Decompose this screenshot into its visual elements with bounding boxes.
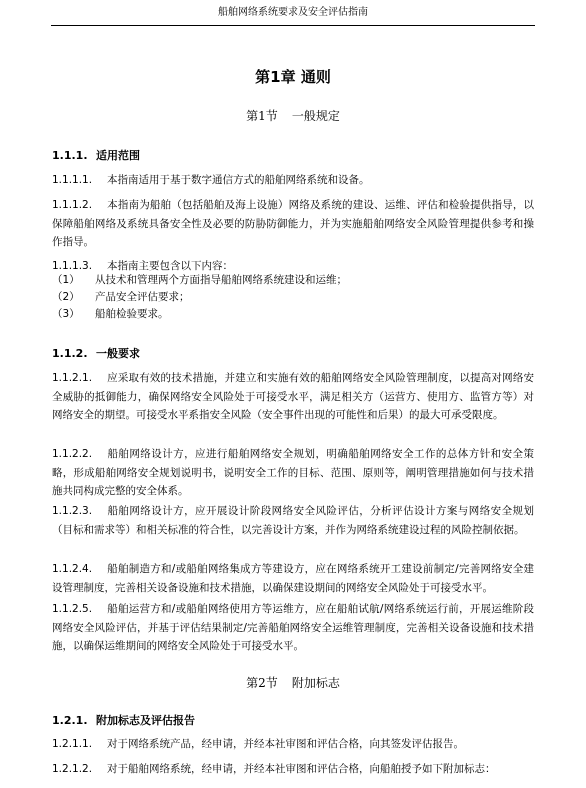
heading-number: 1.1.1. <box>52 149 88 162</box>
paragraph-text: 船舶制造方和/或船舶网络集成方等建设方，应在网络系统开工建设前制定/完善网络安全建设管理制度，完善相关设备设施和技术措施，以确保建设期间的网络安全风险处于可接受水平。 <box>52 563 534 594</box>
paragraph-1-2-1-2 <box>52 760 534 779</box>
section-name: 附加标志 <box>291 676 340 690</box>
list-text: 船舶检验要求。 <box>95 308 169 320</box>
paragraph-1-1-2-4 <box>52 560 534 597</box>
paragraph-number: 1.1.2.4. <box>52 563 93 575</box>
heading-1-2-1 <box>52 713 195 729</box>
heading-1-1-1 <box>52 148 140 164</box>
paragraph-text: 船舶网络设计方，应开展设计阶段网络安全风险评估，分析评估设计方案与网络安全规划（目标和需求等）和相关标准的符合性，以完善设计方案，并作为网络系统建设过程的风险控制依据。 <box>52 505 534 536</box>
header-rule <box>51 25 535 26</box>
paragraph-1-1-2-3 <box>52 502 534 539</box>
section-title-2 <box>0 674 586 692</box>
list-text: 从技术和管理两个方面指导船舶网络系统建设和运维； <box>95 274 347 286</box>
paragraph-text: 船舶运营方和/或船舶网络使用方等运维方，应在船舶试航/网络系统运行前，开展运维阶段网络安全风险评估，并基于评估结果制定/完善船舶网络安全运维管理制度，完善相关设备设施和技术措施，以确保运维期间的网络安全风险处于可接受水平。 <box>52 603 534 652</box>
list-item <box>52 272 534 288</box>
heading-number: 1.2.1. <box>52 714 88 727</box>
paragraph-number: 1.1.2.2. <box>52 448 93 460</box>
list-marker: （1） <box>52 274 80 286</box>
list-marker: （3） <box>52 308 80 320</box>
paragraph-number: 1.1.2.5. <box>52 603 93 615</box>
paragraph-number: 1.1.2.1. <box>52 372 93 384</box>
heading-number: 1.1.2. <box>52 347 88 360</box>
paragraph-1-1-1-1 <box>52 171 534 190</box>
paragraph-text: 对于船舶网络系统，经申请，并经本社审图和评估合格，向船舶授予如下附加标志： <box>107 763 496 775</box>
paragraph-text: 本指南为船舶（包括船舶及海上设施）网络及系统的建设、运维、评估和检验提供指导，以保障船舶网络及系统具备安全性及必要的防胁防御能力，并为实施船舶网络安全风险管理提供参考和操作指导。 <box>52 199 534 248</box>
paragraph-number: 1.1.1.3. <box>52 260 93 272</box>
paragraph-1-1-2-1 <box>52 369 534 425</box>
list-marker: （2） <box>52 291 80 303</box>
paragraph-1-1-1-2 <box>52 196 534 252</box>
running-header: 船舶网络系统要求及安全评估指南 <box>218 7 368 18</box>
list-item <box>52 289 534 305</box>
paragraph-text: 本指南适用于基于数字通信方式的船舶网络系统和设备。 <box>107 174 370 186</box>
paragraph-text: 船舶网络设计方，应进行船舶网络安全规划，明确船舶网络安全工作的总体方针和安全策略，形成船舶网络安全规划说明书，说明安全工作的目标、范围、原则等，阐明管理措施如何与技术措施共同构成完整的安全体系。 <box>52 448 534 497</box>
heading-title: 适用范围 <box>96 149 140 162</box>
heading-title: 附加标志及评估报告 <box>96 714 195 727</box>
paragraph-number: 1.2.1.1. <box>52 738 93 750</box>
section-number: 第2节 <box>246 676 278 690</box>
heading-title: 一般要求 <box>96 347 140 360</box>
paragraph-text: 应采取有效的技术措施，并建立和实施有效的船舶网络安全风险管理制度，以提高对网络安全威胁的抵御能力，确保网络安全风险处于可接受水平，满足相关方（运营方、使用方、监管方等）对网络安全的期望。可接受水平系指安全风险（安全事件出现的可能性和后果）的最大可承受限度。 <box>52 372 534 421</box>
list-text: 产品安全评估要求； <box>95 291 190 303</box>
paragraph-text: 本指南主要包含以下内容： <box>107 260 233 272</box>
section-title-1 <box>0 107 586 125</box>
chapter-title: 第1章 通则 <box>255 68 331 86</box>
paragraph-number: 1.1.2.3. <box>52 505 93 517</box>
paragraph-number: 1.1.1.1. <box>52 174 93 186</box>
section-number: 第1节 <box>246 109 278 123</box>
paragraph-1-2-1-1 <box>52 735 534 754</box>
section-name: 一般规定 <box>291 109 340 123</box>
paragraph-text: 对于网络系统产品，经申请，并经本社审图和评估合格，向其签发评估报告。 <box>107 738 464 750</box>
paragraph-1-1-2-5 <box>52 600 534 656</box>
paragraph-1-1-2-2 <box>52 445 534 501</box>
heading-1-1-2 <box>52 346 140 362</box>
paragraph-number: 1.2.1.2. <box>52 763 93 775</box>
list-item <box>52 306 534 322</box>
paragraph-number: 1.1.1.2. <box>52 199 93 211</box>
